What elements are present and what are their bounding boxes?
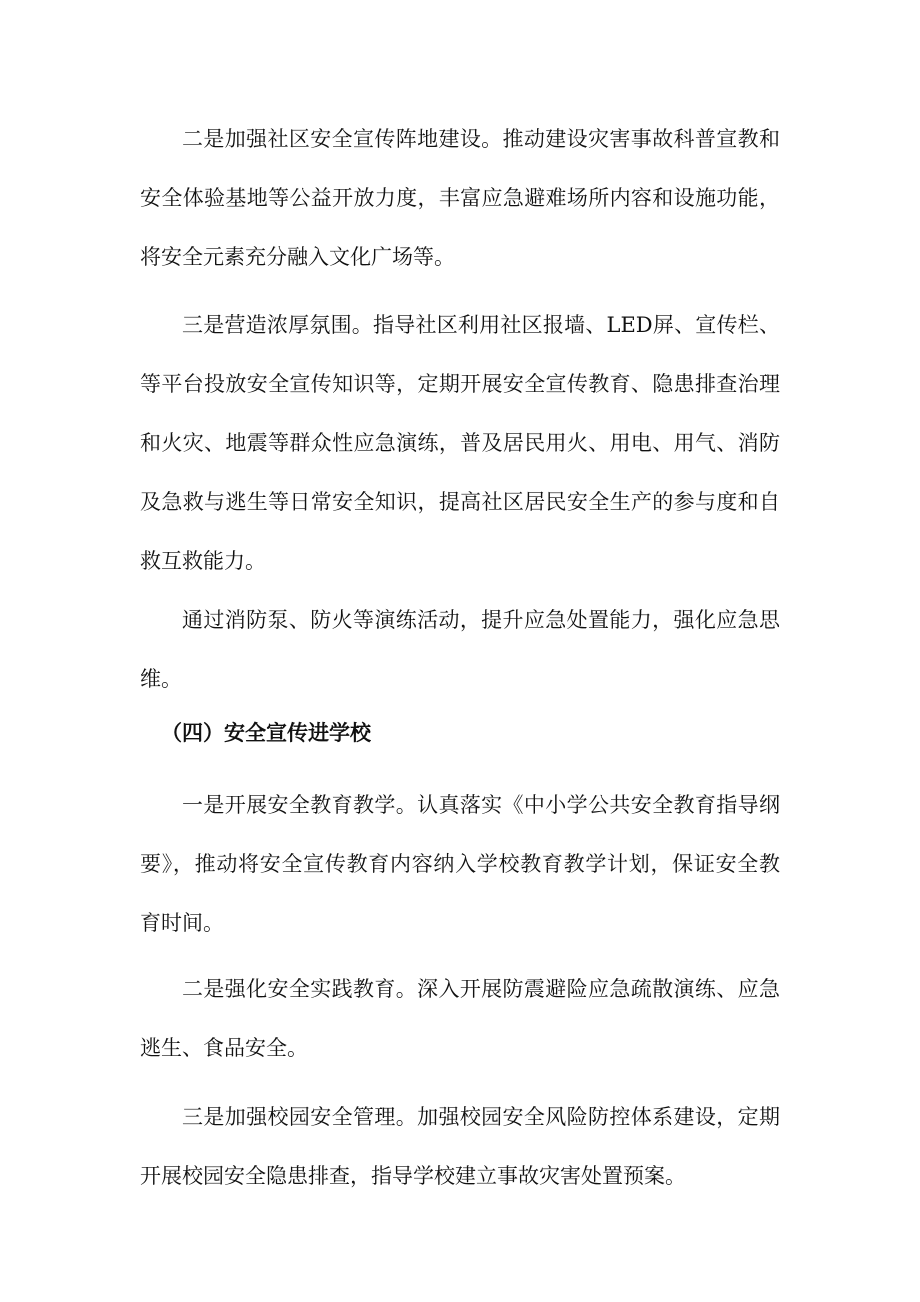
- paragraph-school-teaching: 一是开展安全教育教学。认真落实《中小学公共安全教育指导纲要》，推动将安全宣传教育内容纳入学校教育教学计划，保证安全教育时间。: [140, 793, 780, 935]
- section-heading-school: （四）安全宣传进学校: [161, 721, 371, 745]
- paragraph-school-management: 三是加强校园安全管理。加强校园安全风险防控体系建设，定期开展校园安全隐患排查，指导学校建立事故灾害处置预案。: [140, 1105, 780, 1188]
- paragraph-community-base: 二是加强社区安全宣传阵地建设。推动建设灾害事故科普宣教和安全体验基地等公益开放力度，丰富应急避难场所内容和设施功能，将安全元素充分融入文化广场等。: [140, 127, 780, 269]
- paragraph-community-atmosphere: 三是营造浓厚氛围。指导社区利用社区报墙、LED屏、宣传栏、等平台投放安全宣传知识等，定期开展安全宣传教育、隐患排查治理和火灾、地震等群众性应急演练，普及居民用火、用电、用气、消防及急救与逃生等日常安全知识，提高社区居民安全生产的参与度和自救互救能力。: [140, 313, 780, 573]
- paragraph-drills: 通过消防泵、防火等演练活动，提升应急处置能力，强化应急思维。: [140, 608, 780, 691]
- paragraph-school-practice: 二是强化安全实践教育。深入开展防震避险应急疏散演练、应急逃生、食品安全。: [140, 977, 780, 1060]
